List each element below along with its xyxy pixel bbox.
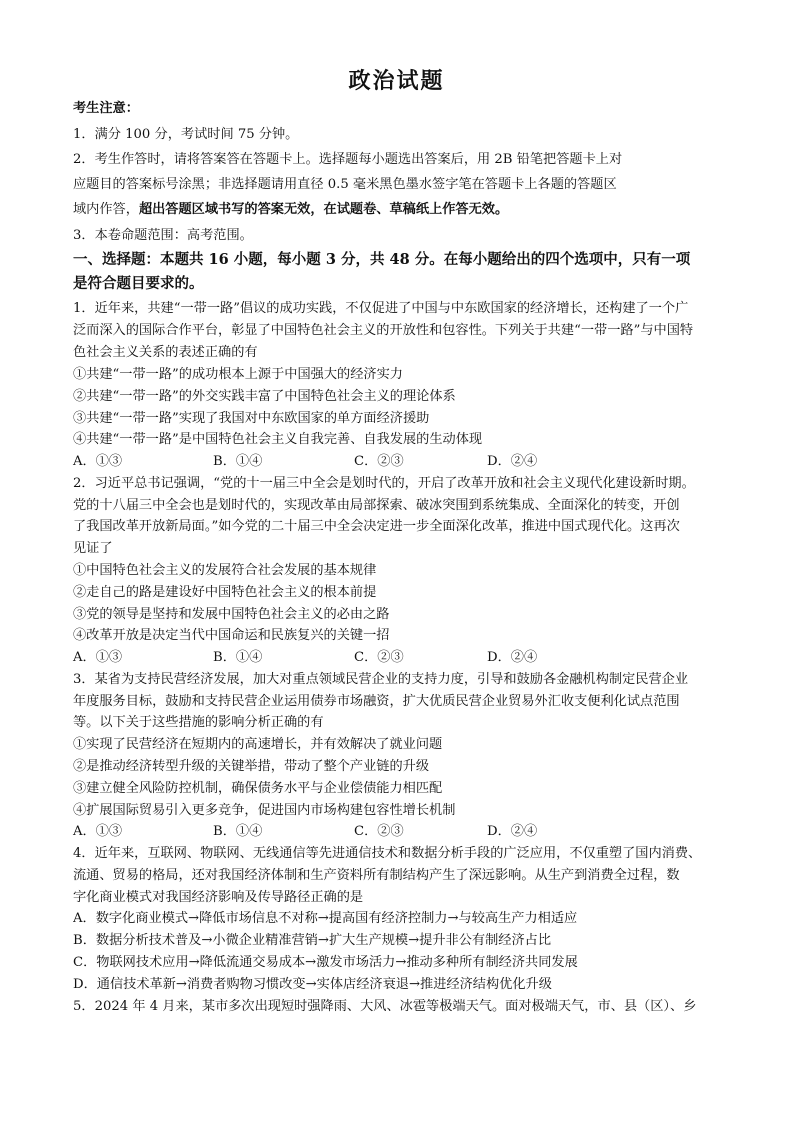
q1-option-a: A．①③ [73, 454, 123, 469]
q4-stem-line-1: 4．近年来，互联网、物联网、无线通信等先进通信技术和数据分析手段的广泛应用，不仅重塑了国内消费、 [73, 846, 702, 861]
notice-item-2-line-3 [73, 199, 728, 221]
q4-stem-line-3: 字化商业模式对我国经济影响及传导路径正确的是 [73, 890, 364, 905]
q1-option-c: C．②③ [354, 454, 404, 469]
q4-option-c: C．物联网技术应用→降低流通交易成本→激发市场活力→推动多种所有制经济共同发展 [73, 955, 578, 970]
q4-option-b: B．数据分析技术普及→小微企业精准营销→扩大生产规模→提升非公有制经济占比 [73, 933, 552, 948]
q2-stem-line-1: 2．习近平总书记强调，“党的十一届三中全会是划时代的，开启了改革开放和社会主义现代化建设新时期。 [73, 476, 695, 491]
notice-item-2-line-2: 应题目的答案标号涂黑；非选择题请用直径 0.5 毫米黑色墨水签字笔在答题卡上各题的答题区 [73, 177, 617, 192]
section-heading-line-1: 一、选择题：本题共 16 小题，每小题 3 分，共 48 分。在每小题给出的四个选项中，只有一项 [73, 251, 691, 268]
q4-option-a: A．数字化商业模式→降低市场信息不对称→提高国有经济控制力→与较高生产力相适应 [73, 911, 578, 926]
q1-stem-line-3: 色社会主义关系的表述正确的有 [73, 345, 258, 360]
q2-stem-line-2: 党的十八届三中全会也是划时代的，实现改革由局部探索、破冰突围到系统集成、全面深化的转变，开创 [73, 498, 680, 513]
notice-item-2-emphasis: 超出答题区域书写的答案无效，在试题卷、草稿纸上作答无效。 [138, 202, 509, 217]
q2-statement-4: ④改革开放是决定当代中国命运和民族复兴的关键一招 [73, 628, 390, 643]
q1-statement-3: ③共建“一带一路”实现了我国对中东欧国家的单方面经济援助 [73, 411, 430, 426]
notice-item-2-text: 域内作答， [73, 202, 139, 217]
q1-stem-line-2: 泛而深入的国际合作平台，彰显了中国特色社会主义的开放性和包容性。下列关于共建“一带一路”与中国特 [73, 323, 694, 338]
notice-item-1: 1．满分 100 分，考试时间 75 分钟。 [73, 127, 299, 142]
notice-heading: 考生注意： [73, 101, 139, 116]
q3-option-b: B．①④ [213, 824, 263, 839]
q3-option-d: D．②④ [487, 824, 538, 839]
q3-statement-3: ③建立健全风险防控机制，确保债务水平与企业偿债能力相匹配 [73, 781, 443, 796]
q4-option-d: D．通信技术革新→消费者购物习惯改变→实体店经济衰退→推进经济结构优化升级 [73, 977, 552, 992]
q1-stem-line-1: 1．近年来，共建“一带一路”倡议的成功实践，不仅促进了中国与中东欧国家的经济增长，还构建了一个广 [73, 301, 689, 316]
notice-item-2-line-1: 2．考生作答时，请将答案答在答题卡上。选择题每小题选出答案后，用 2B 铅笔把答题卡上对 [73, 152, 623, 167]
q1-statement-2: ②共建“一带一路”的外交实践丰富了中国特色社会主义的理论体系 [73, 389, 456, 404]
q2-stem-line-3: 了我国改革开放新局面。”如今党的二十届三中全会决定进一步全面深化改革，推进中国式现代化。这再次 [73, 519, 680, 534]
q2-option-b: B．①④ [213, 650, 263, 665]
q1-statement-4: ④共建“一带一路”是中国特色社会主义自我完善、自我发展的生动体现 [73, 432, 483, 447]
q3-stem-line-2: 年度服务目标，鼓励和支持民营企业运用债券市场融资，扩大优质民营企业贸易外汇收支便利化试点范围 [73, 694, 680, 709]
q3-statement-2: ②是推动经济转型升级的关键举措，带动了整个产业链的升级 [73, 759, 430, 774]
q5-stem-line-1: 5．2024 年 4 月来，某市多次出现短时强降雨、大风、冰雹等极端天气。面对极端天气，市、县（区）、乡 [73, 999, 697, 1014]
notice-item-3: 3．本卷命题范围：高考范围。 [73, 228, 253, 243]
q2-option-d: D．②④ [487, 650, 538, 665]
q2-stem-line-4: 见证了 [73, 541, 113, 556]
section-heading-line-2: 是符合题目要求的。 [73, 275, 204, 292]
q3-option-c: C．②③ [354, 824, 404, 839]
q1-option-b: B．①④ [213, 454, 263, 469]
q1-statement-1: ①共建“一带一路”的成功根本上源于中国强大的经济实力 [73, 367, 403, 382]
q1-option-d: D．②④ [487, 454, 538, 469]
q2-statement-3: ③党的领导是坚持和发展中国特色社会主义的必由之路 [73, 607, 390, 622]
q3-stem-line-3: 等。以下关于这些措施的影响分析正确的有 [73, 715, 324, 730]
page-title: 政治试题 [348, 68, 445, 94]
q3-statement-4: ④扩展国际贸易引入更多竞争，促进国内市场构建包容性增长机制 [73, 803, 456, 818]
q2-statement-2: ②走自己的路是建设好中国特色社会主义的根本前提 [73, 585, 377, 600]
q3-stem-line-1: 3．某省为支持民营经济发展，加大对重点领域民营企业的支持力度，引导和鼓励各金融机构制定民营企业 [73, 672, 689, 687]
q4-stem-line-2: 流通、贸易的格局，还对我国经济体制和生产资料所有制结构产生了深远影响。从生产到消费全过程，数 [73, 868, 680, 883]
q2-option-c: C．②③ [354, 650, 404, 665]
q2-option-a: A．①③ [73, 650, 123, 665]
q3-statement-1: ①实现了民营经济在短期内的高速增长，并有效解决了就业问题 [73, 737, 443, 752]
q2-statement-1: ①中国特色社会主义的发展符合社会发展的基本规律 [73, 563, 377, 578]
q3-option-a: A．①③ [73, 824, 123, 839]
